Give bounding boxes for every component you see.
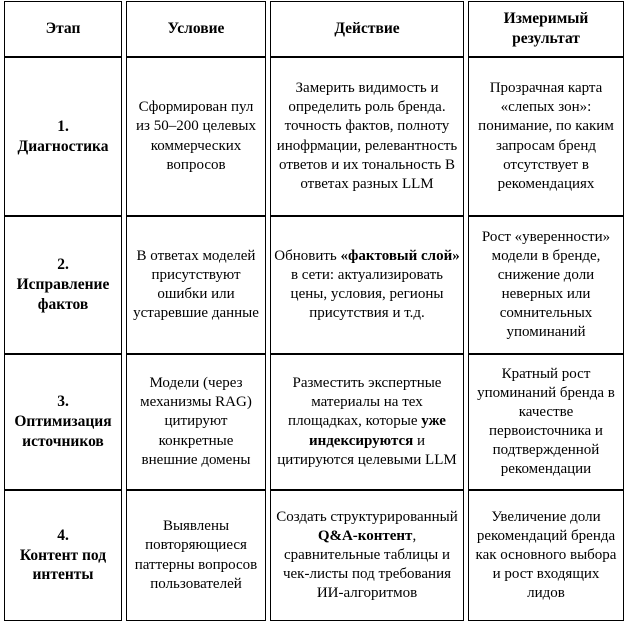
condition-cell: В ответах моделей присутствуют ошибки или устаревшие данные [126,216,266,354]
text-segment: и цитируются целевыми LLM [277,432,457,468]
stage-number: 2. [57,256,69,274]
stage-number: 1. [57,117,69,135]
text-segment: в сети: актуализировать цены, условия, регионы присутствия и т.д. [290,266,444,322]
text-segment: , сравнительные таблицы и чек-листы под требования ИИ-алгоритмов [282,527,452,602]
col-header-condition: Условие [126,1,266,57]
text-segment: Разместить экспертные материалы на тех площадках, которые [288,375,442,430]
stage-number: 4. [57,526,69,544]
text-segment: «фактовый слой» [340,247,460,264]
text-segment: Q&A-контент [317,527,413,544]
stage-label: Исправление фактов [16,276,110,313]
table-row-diagnostics [4,57,624,216]
stage-number: 3. [57,393,69,411]
table-row-source-optimization [4,354,624,490]
table-row-intent-content [4,490,624,621]
result-cell: Кратный рост упоминаний бренда в качестве первоисточника и подтвержденной рекомендации [468,354,624,490]
condition-cell: Выявлены повторяющиеся паттерны вопросов пользователей [126,490,266,621]
stage-label: Диагностика [17,137,109,155]
text-segment: Создать структурированный [276,508,458,525]
result-cell: Прозрачная карта «слепых зон»: понимание, по каким запросам бренд отсутствует в рекомендациях [468,57,624,216]
condition-cell: Модели (через механизмы RAG) цитируют конкретные внешние домены [126,354,266,490]
text-segment: уже индексируются [308,413,446,449]
action-cell [270,354,464,490]
action-cell [270,490,464,621]
stage-label: Оптимизация источников [14,413,112,450]
action-cell [270,216,464,354]
col-header-result: Измеримый результат [468,1,624,57]
condition-cell: Сформирован пул из 50–200 целевых коммерческих вопросов [126,57,266,216]
col-header-stage: Этап [4,1,122,57]
result-cell: Увеличение доли рекомендаций бренда как основного выбора и рост входящих лидов [468,490,624,621]
geo-process-table [0,1,628,621]
stage-cell [4,490,122,621]
header-row [4,1,624,57]
stage-cell [4,216,122,354]
stage-cell [4,57,122,216]
result-cell: Рост «уверенности» модели в бренде, снижение доли неверных или сомнительных упоминаний [468,216,624,354]
table-row-fact-fixing [4,216,624,354]
stage-label: Контент под интенты [19,546,107,584]
action-cell [270,57,464,216]
col-header-action: Действие [270,1,464,57]
stage-cell [4,354,122,490]
text-segment: Обновить [274,247,341,264]
text-segment: Замерить видимость и определить роль бренда. точность фактов, полноту инофрмации, релевантность ответов и их тональность В ответах разных LLM [276,80,458,192]
